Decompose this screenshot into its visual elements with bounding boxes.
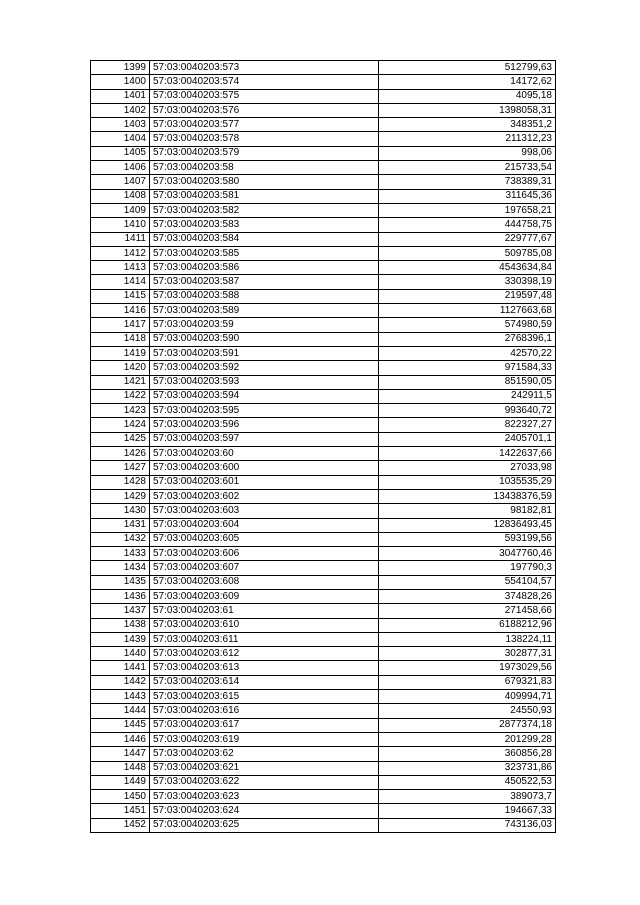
cadastral-value-cell: 197790,3 <box>379 561 556 575</box>
cadastral-value-cell: 851590,05 <box>379 375 556 389</box>
table-row <box>91 561 556 575</box>
table-row <box>91 246 556 260</box>
table-row <box>91 289 556 303</box>
row-number-cell: 1452 <box>91 818 150 832</box>
row-number-cell: 1446 <box>91 732 150 746</box>
row-number-cell: 1407 <box>91 175 150 189</box>
cadastral-number-cell: 57:03:0040203:614 <box>150 675 379 689</box>
row-number-cell: 1430 <box>91 504 150 518</box>
row-number-cell: 1428 <box>91 475 150 489</box>
table-row <box>91 75 556 89</box>
table-row <box>91 675 556 689</box>
cadastral-number-cell: 57:03:0040203:624 <box>150 804 379 818</box>
table-row <box>91 632 556 646</box>
cadastral-number-cell: 57:03:0040203:58 <box>150 161 379 175</box>
cadastral-number-cell: 57:03:0040203:596 <box>150 418 379 432</box>
cadastral-number-cell: 57:03:0040203:611 <box>150 632 379 646</box>
table-row <box>91 275 556 289</box>
row-number-cell: 1411 <box>91 232 150 246</box>
table-row <box>91 161 556 175</box>
cadastral-number-cell: 57:03:0040203:622 <box>150 775 379 789</box>
cadastral-value-cell: 98182,81 <box>379 504 556 518</box>
cadastral-value-cell: 1973029,56 <box>379 661 556 675</box>
cadastral-value-cell: 271458,66 <box>379 604 556 618</box>
cadastral-value-cell: 12836493,45 <box>379 518 556 532</box>
cadastral-value-table <box>90 60 556 833</box>
cadastral-value-cell: 229777,67 <box>379 232 556 246</box>
cadastral-number-cell: 57:03:0040203:601 <box>150 475 379 489</box>
row-number-cell: 1432 <box>91 532 150 546</box>
cadastral-value-cell: 14172,62 <box>379 75 556 89</box>
table-row <box>91 304 556 318</box>
cadastral-value-cell: 27033,98 <box>379 461 556 475</box>
table-row <box>91 146 556 160</box>
table-body <box>91 61 556 833</box>
table-row <box>91 804 556 818</box>
cadastral-number-cell: 57:03:0040203:59 <box>150 318 379 332</box>
table-row <box>91 661 556 675</box>
cadastral-value-cell: 330398,19 <box>379 275 556 289</box>
row-number-cell: 1422 <box>91 389 150 403</box>
cadastral-number-cell: 57:03:0040203:625 <box>150 818 379 832</box>
cadastral-value-cell: 574980,59 <box>379 318 556 332</box>
table-row <box>91 361 556 375</box>
table-row <box>91 690 556 704</box>
cadastral-value-cell: 389073,7 <box>379 790 556 804</box>
row-number-cell: 1431 <box>91 518 150 532</box>
row-number-cell: 1449 <box>91 775 150 789</box>
cadastral-value-cell: 2768396,1 <box>379 332 556 346</box>
cadastral-number-cell: 57:03:0040203:612 <box>150 647 379 661</box>
cadastral-number-cell: 57:03:0040203:591 <box>150 346 379 360</box>
table-row <box>91 175 556 189</box>
cadastral-value-cell: 360856,28 <box>379 747 556 761</box>
cadastral-value-cell: 323731,86 <box>379 761 556 775</box>
cadastral-number-cell: 57:03:0040203:580 <box>150 175 379 189</box>
row-number-cell: 1434 <box>91 561 150 575</box>
cadastral-number-cell: 57:03:0040203:573 <box>150 61 379 75</box>
cadastral-number-cell: 57:03:0040203:588 <box>150 289 379 303</box>
table-row <box>91 261 556 275</box>
row-number-cell: 1445 <box>91 718 150 732</box>
cadastral-value-cell: 679321,83 <box>379 675 556 689</box>
cadastral-value-cell: 450522,53 <box>379 775 556 789</box>
row-number-cell: 1418 <box>91 332 150 346</box>
cadastral-value-cell: 211312,23 <box>379 132 556 146</box>
row-number-cell: 1425 <box>91 432 150 446</box>
cadastral-value-cell: 13438376,59 <box>379 489 556 503</box>
row-number-cell: 1409 <box>91 203 150 217</box>
table-row <box>91 189 556 203</box>
table-row <box>91 647 556 661</box>
table-row <box>91 575 556 589</box>
row-number-cell: 1447 <box>91 747 150 761</box>
table-row <box>91 318 556 332</box>
row-number-cell: 1440 <box>91 647 150 661</box>
cadastral-number-cell: 57:03:0040203:62 <box>150 747 379 761</box>
table-row <box>91 747 556 761</box>
cadastral-number-cell: 57:03:0040203:585 <box>150 246 379 260</box>
row-number-cell: 1408 <box>91 189 150 203</box>
cadastral-value-cell: 42570,22 <box>379 346 556 360</box>
cadastral-number-cell: 57:03:0040203:589 <box>150 304 379 318</box>
table-row <box>91 447 556 461</box>
table-row <box>91 389 556 403</box>
table-row <box>91 547 556 561</box>
table-row <box>91 718 556 732</box>
cadastral-value-cell: 2877374,18 <box>379 718 556 732</box>
cadastral-number-cell: 57:03:0040203:590 <box>150 332 379 346</box>
cadastral-value-cell: 554104,57 <box>379 575 556 589</box>
row-number-cell: 1419 <box>91 346 150 360</box>
table-row <box>91 103 556 117</box>
cadastral-value-cell: 138224,11 <box>379 632 556 646</box>
row-number-cell: 1399 <box>91 61 150 75</box>
cadastral-value-cell: 971584,33 <box>379 361 556 375</box>
row-number-cell: 1441 <box>91 661 150 675</box>
row-number-cell: 1427 <box>91 461 150 475</box>
row-number-cell: 1448 <box>91 761 150 775</box>
cadastral-number-cell: 57:03:0040203:600 <box>150 461 379 475</box>
table-row <box>91 489 556 503</box>
cadastral-number-cell: 57:03:0040203:578 <box>150 132 379 146</box>
cadastral-number-cell: 57:03:0040203:581 <box>150 189 379 203</box>
cadastral-value-cell: 993640,72 <box>379 404 556 418</box>
row-number-cell: 1406 <box>91 161 150 175</box>
cadastral-value-cell: 738389,31 <box>379 175 556 189</box>
row-number-cell: 1415 <box>91 289 150 303</box>
cadastral-number-cell: 57:03:0040203:577 <box>150 118 379 132</box>
row-number-cell: 1429 <box>91 489 150 503</box>
row-number-cell: 1451 <box>91 804 150 818</box>
cadastral-number-cell: 57:03:0040203:607 <box>150 561 379 575</box>
cadastral-value-cell: 1398058,31 <box>379 103 556 117</box>
cadastral-number-cell: 57:03:0040203:574 <box>150 75 379 89</box>
cadastral-number-cell: 57:03:0040203:613 <box>150 661 379 675</box>
cadastral-value-cell: 593199,56 <box>379 532 556 546</box>
table-row <box>91 818 556 832</box>
cadastral-value-cell: 998,06 <box>379 146 556 160</box>
table-row <box>91 404 556 418</box>
table-row <box>91 218 556 232</box>
cadastral-number-cell: 57:03:0040203:597 <box>150 432 379 446</box>
cadastral-value-cell: 6188212,96 <box>379 618 556 632</box>
row-number-cell: 1410 <box>91 218 150 232</box>
table-row <box>91 532 556 546</box>
cadastral-number-cell: 57:03:0040203:584 <box>150 232 379 246</box>
row-number-cell: 1423 <box>91 404 150 418</box>
cadastral-value-cell: 4095,18 <box>379 89 556 103</box>
row-number-cell: 1435 <box>91 575 150 589</box>
row-number-cell: 1433 <box>91 547 150 561</box>
cadastral-number-cell: 57:03:0040203:582 <box>150 203 379 217</box>
table-row <box>91 618 556 632</box>
cadastral-value-cell: 409994,71 <box>379 690 556 704</box>
cadastral-number-cell: 57:03:0040203:609 <box>150 589 379 603</box>
cadastral-number-cell: 57:03:0040203:602 <box>150 489 379 503</box>
cadastral-value-cell: 822327,27 <box>379 418 556 432</box>
cadastral-value-cell: 311645,36 <box>379 189 556 203</box>
cadastral-number-cell: 57:03:0040203:595 <box>150 404 379 418</box>
cadastral-number-cell: 57:03:0040203:610 <box>150 618 379 632</box>
row-number-cell: 1450 <box>91 790 150 804</box>
cadastral-value-cell: 444758,75 <box>379 218 556 232</box>
table-row <box>91 203 556 217</box>
table-row <box>91 61 556 75</box>
cadastral-number-cell: 57:03:0040203:606 <box>150 547 379 561</box>
cadastral-value-cell: 1422637,66 <box>379 447 556 461</box>
cadastral-number-cell: 57:03:0040203:623 <box>150 790 379 804</box>
table-row <box>91 589 556 603</box>
cadastral-value-cell: 2405701,1 <box>379 432 556 446</box>
cadastral-number-cell: 57:03:0040203:608 <box>150 575 379 589</box>
cadastral-number-cell: 57:03:0040203:605 <box>150 532 379 546</box>
row-number-cell: 1402 <box>91 103 150 117</box>
table-row <box>91 232 556 246</box>
row-number-cell: 1420 <box>91 361 150 375</box>
cadastral-value-cell: 197658,21 <box>379 203 556 217</box>
cadastral-value-cell: 219597,48 <box>379 289 556 303</box>
table-row <box>91 118 556 132</box>
table-row <box>91 604 556 618</box>
table-row <box>91 418 556 432</box>
row-number-cell: 1443 <box>91 690 150 704</box>
table-row <box>91 504 556 518</box>
cadastral-value-cell: 374828,26 <box>379 589 556 603</box>
cadastral-value-cell: 194667,33 <box>379 804 556 818</box>
row-number-cell: 1416 <box>91 304 150 318</box>
row-number-cell: 1414 <box>91 275 150 289</box>
cadastral-value-cell: 348351,2 <box>379 118 556 132</box>
cadastral-number-cell: 57:03:0040203:575 <box>150 89 379 103</box>
cadastral-number-cell: 57:03:0040203:604 <box>150 518 379 532</box>
row-number-cell: 1444 <box>91 704 150 718</box>
cadastral-number-cell: 57:03:0040203:619 <box>150 732 379 746</box>
table-row <box>91 704 556 718</box>
row-number-cell: 1413 <box>91 261 150 275</box>
table-row <box>91 761 556 775</box>
cadastral-number-cell: 57:03:0040203:592 <box>150 361 379 375</box>
table-row <box>91 732 556 746</box>
cadastral-value-cell: 242911,5 <box>379 389 556 403</box>
cadastral-value-cell: 24550,93 <box>379 704 556 718</box>
cadastral-value-cell: 509785,08 <box>379 246 556 260</box>
cadastral-value-cell: 743136,03 <box>379 818 556 832</box>
cadastral-number-cell: 57:03:0040203:586 <box>150 261 379 275</box>
row-number-cell: 1426 <box>91 447 150 461</box>
table-row <box>91 461 556 475</box>
cadastral-number-cell: 57:03:0040203:615 <box>150 690 379 704</box>
cadastral-value-cell: 1127663,68 <box>379 304 556 318</box>
cadastral-value-cell: 1035535,29 <box>379 475 556 489</box>
cadastral-value-cell: 3047760,46 <box>379 547 556 561</box>
cadastral-number-cell: 57:03:0040203:594 <box>150 389 379 403</box>
row-number-cell: 1417 <box>91 318 150 332</box>
table-row <box>91 790 556 804</box>
table-row <box>91 775 556 789</box>
cadastral-number-cell: 57:03:0040203:621 <box>150 761 379 775</box>
table-row <box>91 375 556 389</box>
row-number-cell: 1424 <box>91 418 150 432</box>
table-row <box>91 332 556 346</box>
table-row <box>91 132 556 146</box>
table-row <box>91 518 556 532</box>
row-number-cell: 1404 <box>91 132 150 146</box>
row-number-cell: 1403 <box>91 118 150 132</box>
row-number-cell: 1400 <box>91 75 150 89</box>
row-number-cell: 1421 <box>91 375 150 389</box>
cadastral-number-cell: 57:03:0040203:60 <box>150 447 379 461</box>
cadastral-number-cell: 57:03:0040203:61 <box>150 604 379 618</box>
row-number-cell: 1437 <box>91 604 150 618</box>
cadastral-value-cell: 302877,31 <box>379 647 556 661</box>
cadastral-value-cell: 201299,28 <box>379 732 556 746</box>
cadastral-number-cell: 57:03:0040203:617 <box>150 718 379 732</box>
table-row <box>91 475 556 489</box>
cadastral-number-cell: 57:03:0040203:593 <box>150 375 379 389</box>
row-number-cell: 1405 <box>91 146 150 160</box>
row-number-cell: 1436 <box>91 589 150 603</box>
cadastral-number-cell: 57:03:0040203:603 <box>150 504 379 518</box>
cadastral-number-cell: 57:03:0040203:616 <box>150 704 379 718</box>
table-row <box>91 432 556 446</box>
cadastral-number-cell: 57:03:0040203:576 <box>150 103 379 117</box>
row-number-cell: 1412 <box>91 246 150 260</box>
cadastral-number-cell: 57:03:0040203:579 <box>150 146 379 160</box>
cadastral-value-cell: 215733,54 <box>379 161 556 175</box>
row-number-cell: 1439 <box>91 632 150 646</box>
cadastral-number-cell: 57:03:0040203:587 <box>150 275 379 289</box>
cadastral-number-cell: 57:03:0040203:583 <box>150 218 379 232</box>
table-row <box>91 89 556 103</box>
table-row <box>91 346 556 360</box>
row-number-cell: 1442 <box>91 675 150 689</box>
row-number-cell: 1401 <box>91 89 150 103</box>
row-number-cell: 1438 <box>91 618 150 632</box>
cadastral-value-cell: 4543634,84 <box>379 261 556 275</box>
cadastral-value-cell: 512799,63 <box>379 61 556 75</box>
